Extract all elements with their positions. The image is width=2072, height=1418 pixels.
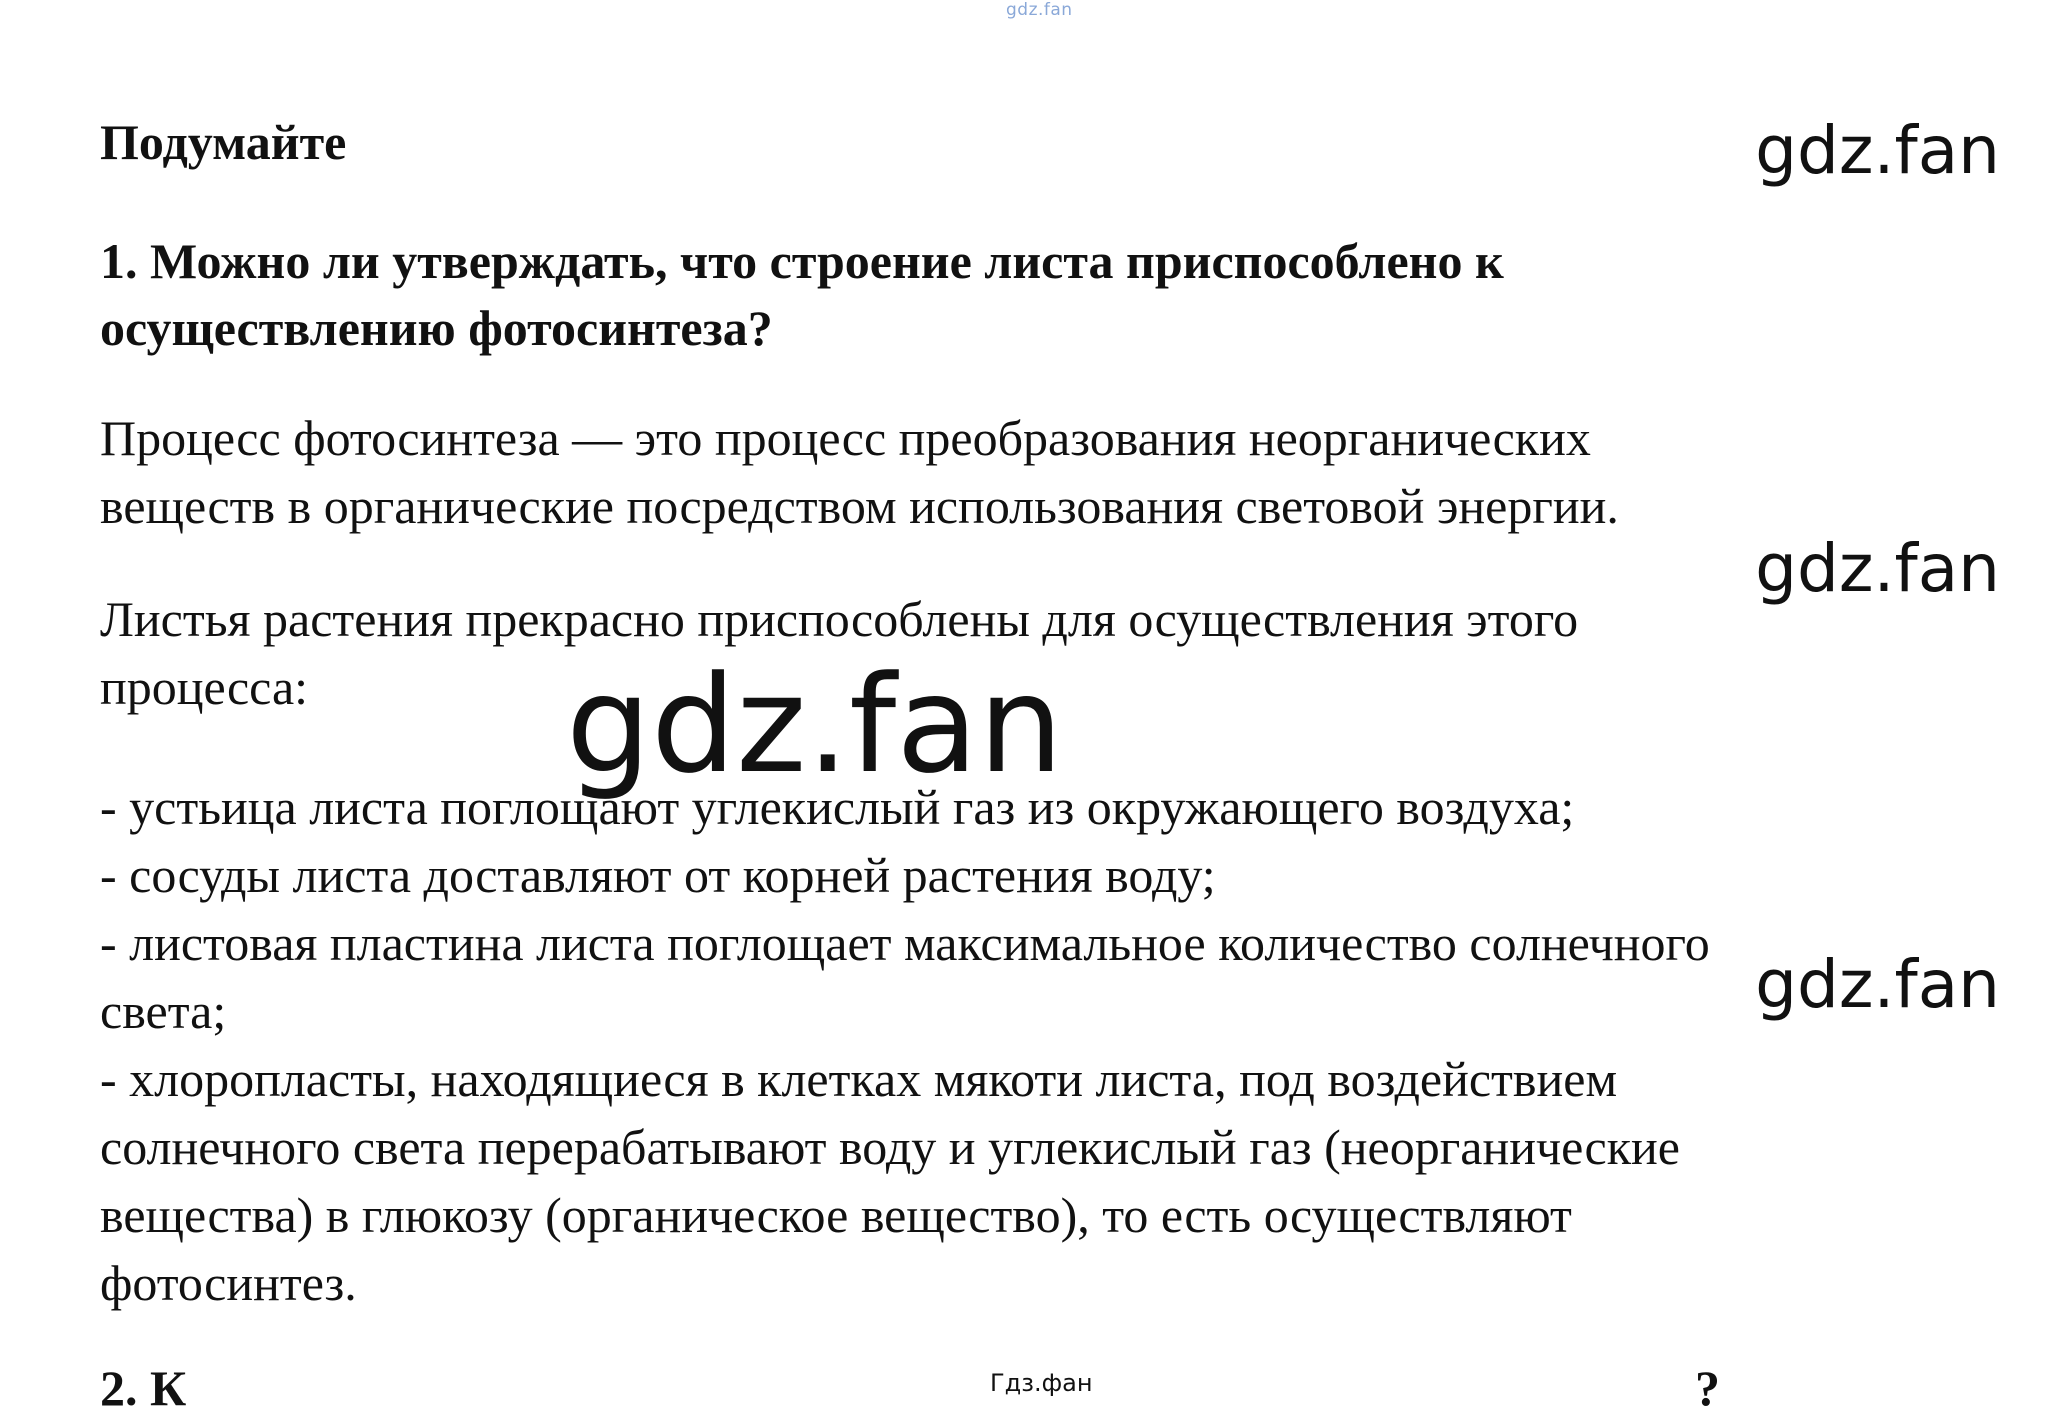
question-text: 1. Можно ли утверждать, что строение листа приспособлено к осуществлению фотосинтеза? (100, 233, 1504, 356)
watermark-large: gdz.fan (566, 647, 1064, 803)
watermark-3: gdz.fan (1755, 946, 2000, 1023)
next-question-cutoff: 2. К (100, 1360, 187, 1416)
section-heading: Подумайте (100, 114, 347, 170)
watermark-2: gdz.fan (1755, 530, 2000, 607)
answer-paragraph-2: Листья растения прекрасно приспособлены для осуществления этого процесса: (100, 591, 1579, 715)
watermark-1: gdz.fan (1755, 112, 2000, 189)
top-watermark: gdz.fan (1006, 0, 1073, 20)
answer-paragraph-1: Процесс фотосинтеза — это процесс преобразования неорганических веществ в органические посредством использования световой энергии. (100, 410, 1619, 534)
answer-list: - устьица листа поглощают углекислый газ из окружающего воздуха; - сосуды листа доставляют от корней растения воду; - листовая пластина листа поглощает максимальное количество солнечного света; - хлоропласты, находящиеся в клетках мякоти листа, под воздействием солнечного света перерабатывают воду и углекислый газ (неорганические вещества) в глюкозу (органическое вещество), то есть осуществляют фотосинтез. (100, 779, 1710, 1311)
footer-text: Гдз.фан (990, 1369, 1093, 1397)
next-question-cutoff-end: ? (1695, 1360, 1720, 1416)
